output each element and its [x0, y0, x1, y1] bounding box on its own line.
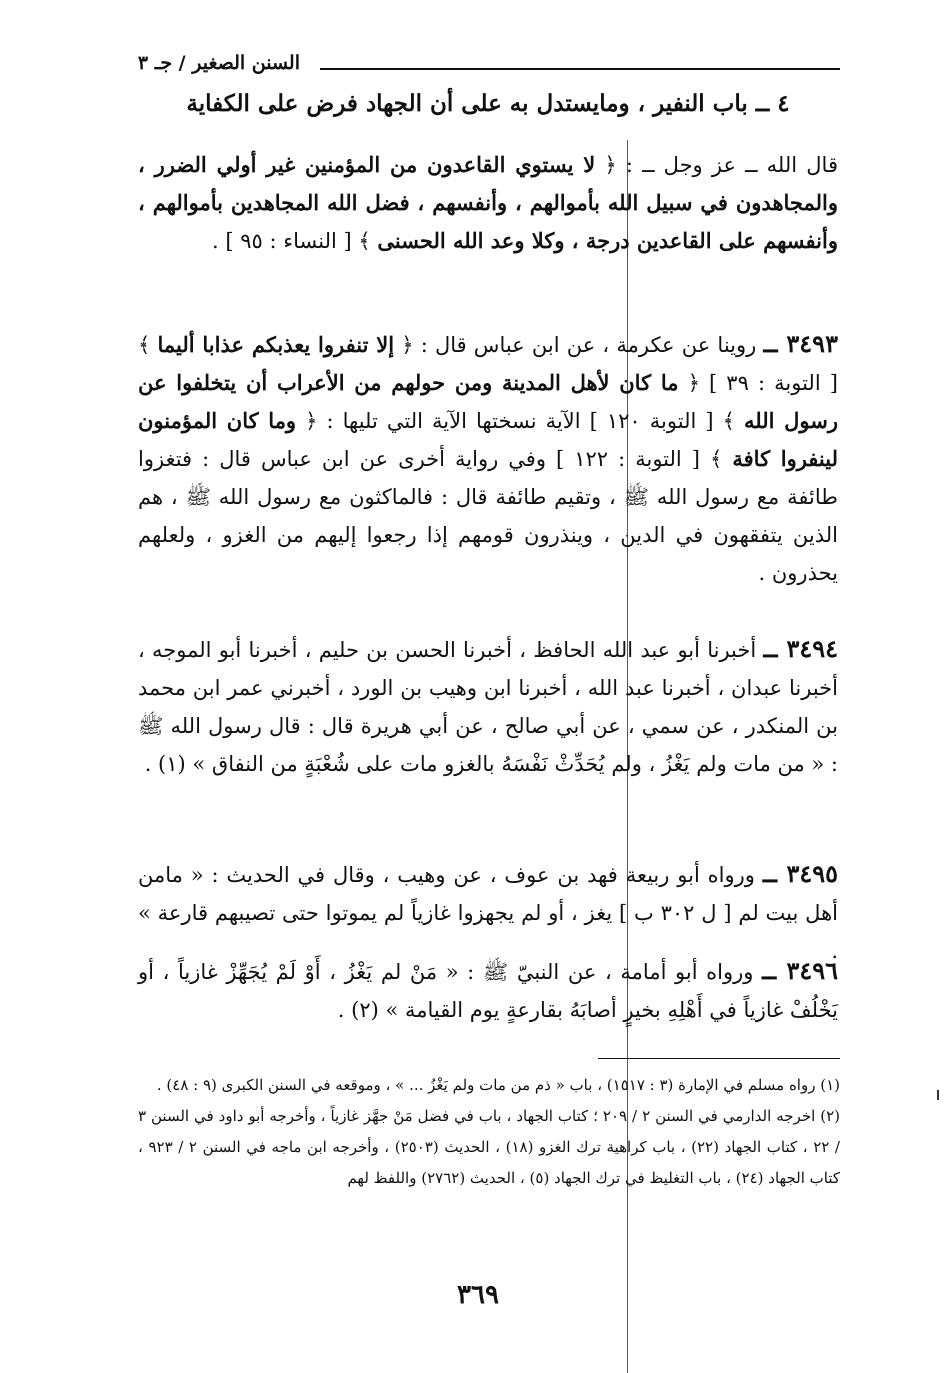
hadith-number: ٣٤٩٥ ــ [762, 859, 838, 888]
intro-lead: قال الله ــ عز وجل ــ : ﴿ [604, 153, 838, 177]
hadith-3493 [138, 325, 838, 592]
hadith-text: روينا عن عكرمة ، عن ابن عباس قال : ﴿ [401, 333, 757, 357]
scan-edge-mark [937, 1090, 939, 1100]
hadith-3494 [138, 630, 838, 783]
hadith-number: ٣٤٩٦ ــ [762, 956, 838, 985]
hadith-text: ورواه أبو أمامة ، عن النبيّ ﷺ : « مَنْ لم يَغْزُ ، أَوْ لَمْ يُجَهِّزْ غازياً ، أو يَخْلُفْ غازياً في أَهْلِهِ بخيرٍ أصابَهُ بقارعةٍ يوم القيامة » (٢) . [138, 960, 838, 1022]
hadith-number: ٣٤٩٤ ــ [763, 634, 838, 663]
footnote-2: (٢) اخرجه الدارمي في السنن ٢ / ٢٠٩ ؛ كتاب الجهاد ، باب في فضل مَنْ جهَّز غازياً ، وأخرجه أبو داود في السنن ٣ / ٢٢ ، كتاب الجهاد (٢٢) ، باب كراهية ترك الغزو (١٨) ، الحديث (٢٥٠٣) ، وأخرجه ابن ماجه في السنن ٢ / ٩٢٣ ، كتاب الجهاد (٢٤) ، باب التغليظ في ترك الجهاد (٥) ، الحديث (٢٧٦٢) واللفظ لهم [138, 1107, 840, 1187]
footnote-rule [598, 1058, 840, 1059]
intro-paragraph [138, 146, 838, 260]
verse-quote: وما كان المؤمنون لينفروا كافة [138, 408, 838, 471]
header-rule [320, 68, 840, 70]
hadith-text: ﴾ [ التوبة ١٢٠ ] الآية نسختها الآية التي تليها : ﴿ [305, 409, 735, 433]
hadith-text: أخبرنا أبو عبد الله الحافظ ، أخبرنا الحسن بن حليم ، أخبرنا أبو الموجه ، أخبرنا عبدان ، أخبرنا عبد الله ، أخبرنا ابن وهيب بن الورد ، أخبرني عمر ابن محمد بن المنكدر ، عن سمي ، عن أبي صالح ، عن أبي هريرة قال : قال رسول الله ﷺ : « من مات ولم يَغْزُ ، ولم يُحَدِّثْ نَفْسَهُ بالغزو مات على شُعْبَةٍ من النفاق » (١) . [138, 638, 839, 776]
running-header [137, 48, 840, 82]
intro-reference: ﴾ [ النساء : ٩٥ ] . [212, 229, 371, 253]
hadith-text: ﴾ [ التوبة : ١٢٢ ] وفي رواية أخرى عن ابن عباس قال : فتغزوا طائفة مع رسول الله ﷺ ، وتقيم طائفة قال : فالماكثون مع رسول الله ﷺ ، هم الذين يتفقهون في الدين ، وينذرون قومهم إذا رجعوا إليهم من الغزو ، ولعلهم يحذرون . [138, 447, 838, 585]
footnotes [138, 1070, 840, 1194]
chapter-heading: ٤ ــ باب النفير ، ومايستدل به على أن الجهاد فرض على الكفاية [186, 90, 790, 117]
hadith-text: ورواه أبو ربيعة فهد بن عوف ، عن وهيب ، وقال في الحديث : « مامن أهل بيت لم [ ل ٣٠٢ ب ] يغز ، أو لم يجهزوا غازياً لم يموتوا حتى تصيبهم قارعة » . [138, 863, 838, 963]
running-header-title: السنن الصغير / جـ ٣ [137, 52, 300, 74]
hadith-3496 [138, 952, 838, 1029]
footnote-1: (١) رواه مسلم في الإمارة (٣ : ١٥١٧) ، باب « ذم من مات ولم يَغْزُ ... » ، وموقعه في السنن الكبرى (٩ : ٤٨) . [156, 1076, 840, 1094]
intro-verse: لا يستوي القاعدون من المؤمنين غير أولي الضرر ، والمجاهدون في سبيل الله بأموالهم ، وأنفسهم ، فضل الله المجاهدين بأموالهم ، وأنفسهم على القاعدين درجة ، وكلا وعد الله الحسنى [138, 152, 838, 253]
hadith-text: ﴾ [ التوبة : ٣٩ ] ﴿ [138, 333, 838, 395]
hadith-number: ٣٤٩٣ ــ [763, 329, 838, 358]
verse-quote: ما كان لأهل المدينة ومن حولهم من الأعراب أن يتخلفوا عن رسول الله [138, 370, 838, 433]
page-number: ٣٦٩ [457, 1280, 499, 1310]
verse-quote: إلا تنفروا يعذبكم عذابا أليما [157, 332, 395, 357]
